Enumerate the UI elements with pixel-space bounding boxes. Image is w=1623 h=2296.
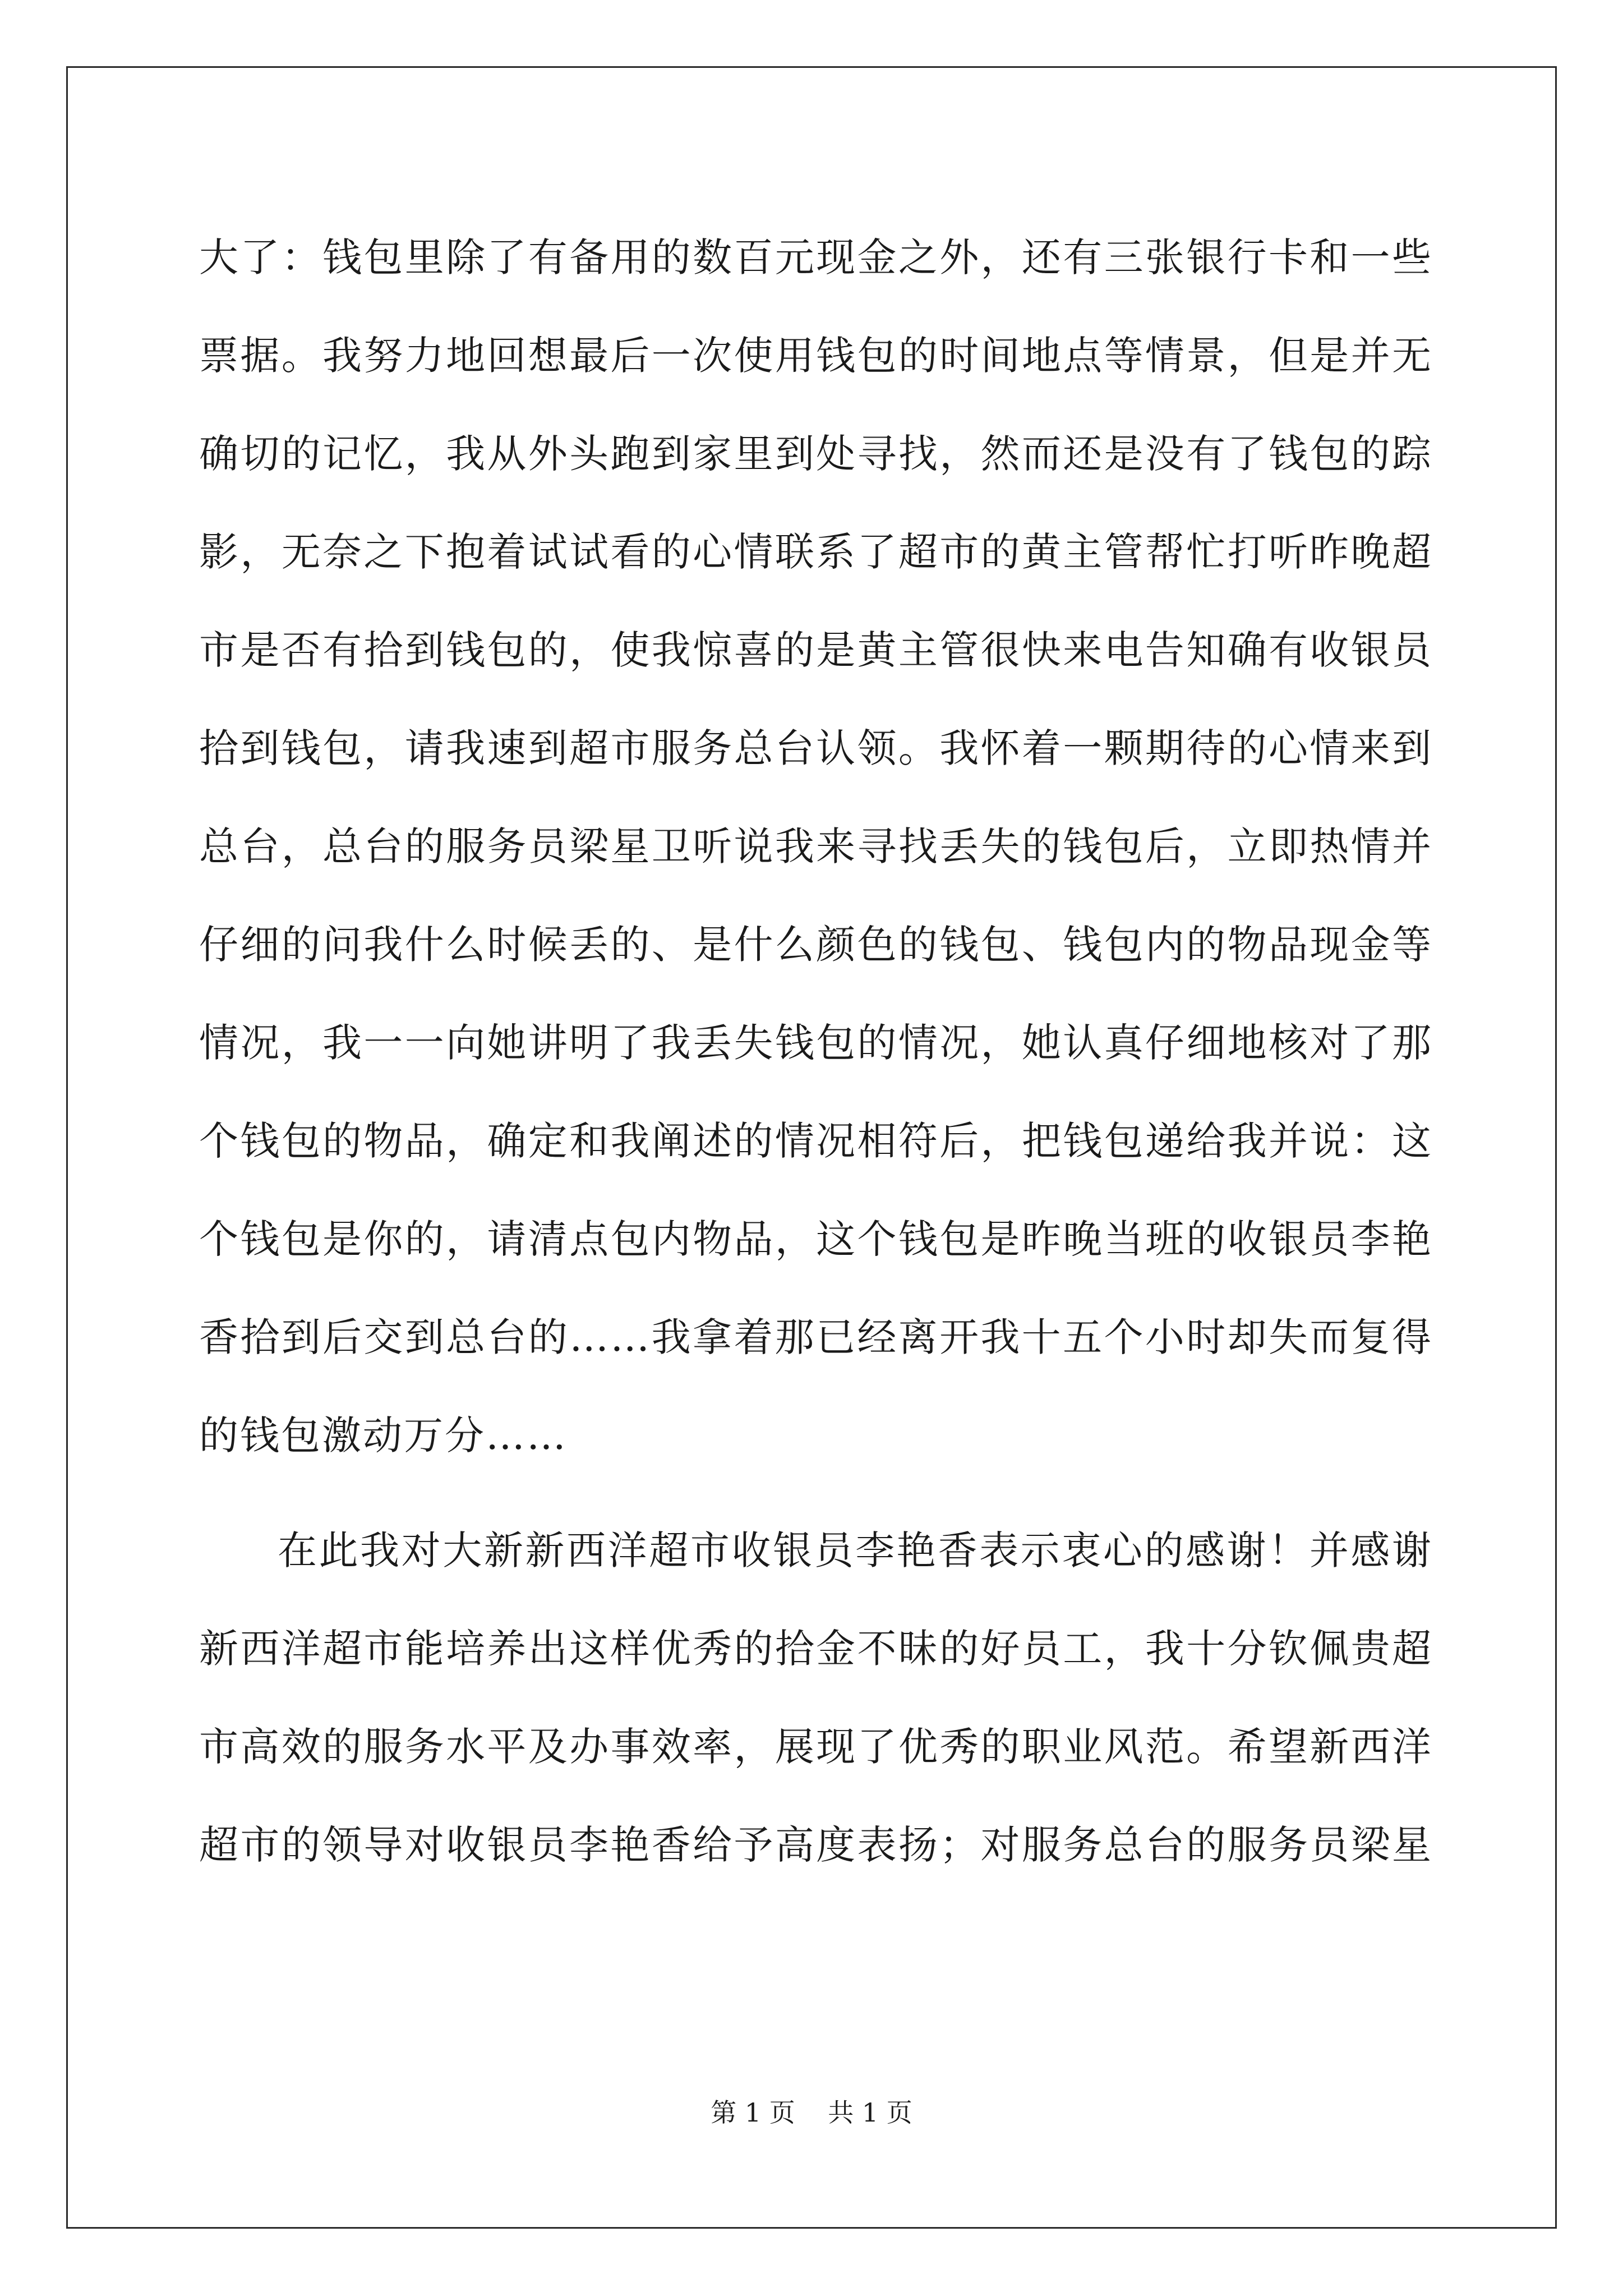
text-line: 仔细的问我什么时候丢的、是什么颜色的钱包、钱包内的物品现金等 (199, 922, 1433, 968)
text-line: 香拾到后交到总台的……我拿着那已经离开我十五个小时却失而复得 (199, 1314, 1433, 1360)
text-line: 拾到钱包，请我速到超市服务总台认领。我怀着一颗期待的心情来到 (199, 725, 1433, 771)
text-line: 大了：钱包里除了有备用的数百元现金之外，还有三张银行卡和一些 (199, 234, 1433, 280)
text-line: 新西洋超市能培养出这样优秀的拾金不昧的好员工，我十分钦佩贵超 (199, 1626, 1433, 1672)
text-line: 个钱包的物品，确定和我阐述的情况相符后，把钱包递给我并说：这 (199, 1118, 1433, 1164)
letter-body (199, 209, 1433, 1894)
text-line: 情况，我一一向她讲明了我丢失钱包的情况，她认真仔细地核对了那 (199, 1020, 1433, 1066)
text-line: 超市的领导对收银员李艳香给予高度表扬；对服务总台的服务员梁星 (199, 1822, 1433, 1868)
text-line: 个钱包是你的，请清点包内物品，这个钱包是昨晚当班的收银员李艳 (199, 1216, 1433, 1262)
paragraph-gap (199, 1485, 1433, 1502)
text-line: 在此我对大新新西洋超市收银员李艳香表示衷心的感谢！并感谢 (278, 1527, 1433, 1573)
text-line: 市高效的服务水平及办事效率，展现了优秀的职业风范。希望新西洋 (199, 1724, 1433, 1770)
page-footer: 第 1 页 共 1 页 (711, 2097, 912, 2128)
text-line: 总台，总台的服务员梁星卫听说我来寻找丢失的钱包后，立即热情并 (199, 823, 1433, 869)
text-line: 票据。我努力地回想最后一次使用钱包的时间地点等情景，但是并无 (199, 333, 1433, 379)
text-line: 的钱包激动万分…… (199, 1412, 568, 1458)
text-line: 影，无奈之下抱着试试看的心情联系了超市的黄主管帮忙打听昨晚超 (199, 529, 1433, 575)
text-line: 确切的记忆，我从外头跑到家里到处寻找，然而还是没有了钱包的踪 (199, 431, 1433, 477)
text-line: 市是否有拾到钱包的，使我惊喜的是黄主管很快来电告知确有收银员 (199, 627, 1433, 673)
